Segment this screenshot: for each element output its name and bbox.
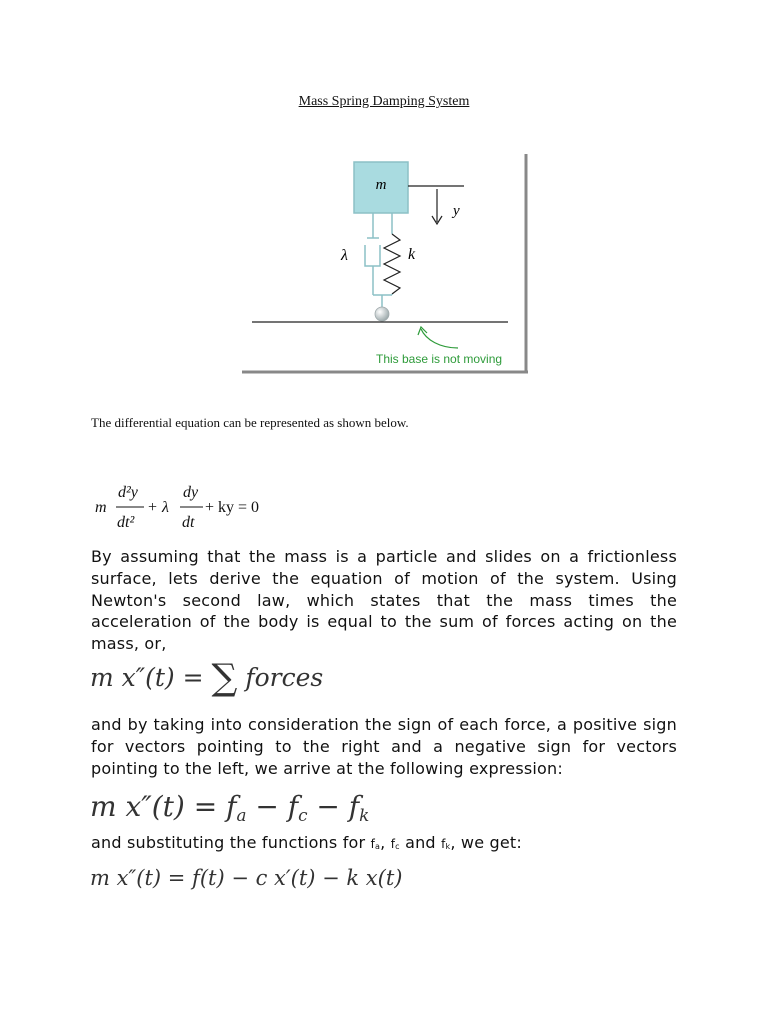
svg-text:m: m [95, 499, 107, 516]
paragraph-substitution: and substituting the functions for $f_a$, $f_c$ and $f_k$, we get: [91, 833, 522, 852]
svg-text:+ ky = 0: + ky = 0 [205, 499, 260, 516]
damper-label: λ [341, 247, 348, 264]
paragraph-newton-law: By assuming that the mass is a particle and slides on a frictionless surface, lets derive the equation of motion of the system. Using Newton's second law, which states that the mass times the acceleration of the body is equal to the sum of forces acting on the mass, or, [91, 547, 677, 654]
equation-of-motion: m x″(t) = f(t) − c x′(t) − k x(t) [90, 866, 403, 890]
mass-spring-damper-figure [240, 152, 530, 376]
svg-text:+: + [148, 499, 158, 516]
figure-caption: This base is not moving [376, 352, 503, 366]
document-title: Mass Spring Damping System [298, 94, 470, 109]
svg-text:λ: λ [162, 499, 169, 516]
paragraph-sign-convention: and by taking into consideration the sign of each force, a positive sign for vectors pointing to the right and a negative sign for vectors pointing to the left, we arrive at the following expression: [91, 715, 677, 778]
svg-text:dt: dt [182, 514, 195, 531]
spring [384, 234, 400, 294]
roller-ball [375, 307, 389, 321]
svg-text:dy: dy [183, 484, 199, 501]
intro-text: The differential equation can be represented as shown below. [91, 415, 409, 430]
svg-text:dt²: dt² [117, 514, 135, 531]
spring-label: k [408, 246, 416, 263]
damper-cylinder [365, 245, 380, 266]
differential-equation [92, 478, 282, 538]
equation-sum-forces: m x″(t) = ∑ forces [90, 655, 324, 699]
equation-force-balance: m $x''(t) = f_a - f_c - f_k$ [90, 790, 370, 826]
mass-label: m [375, 177, 387, 193]
displacement-label: y [453, 203, 460, 219]
svg-text:d²y: d²y [118, 484, 138, 501]
